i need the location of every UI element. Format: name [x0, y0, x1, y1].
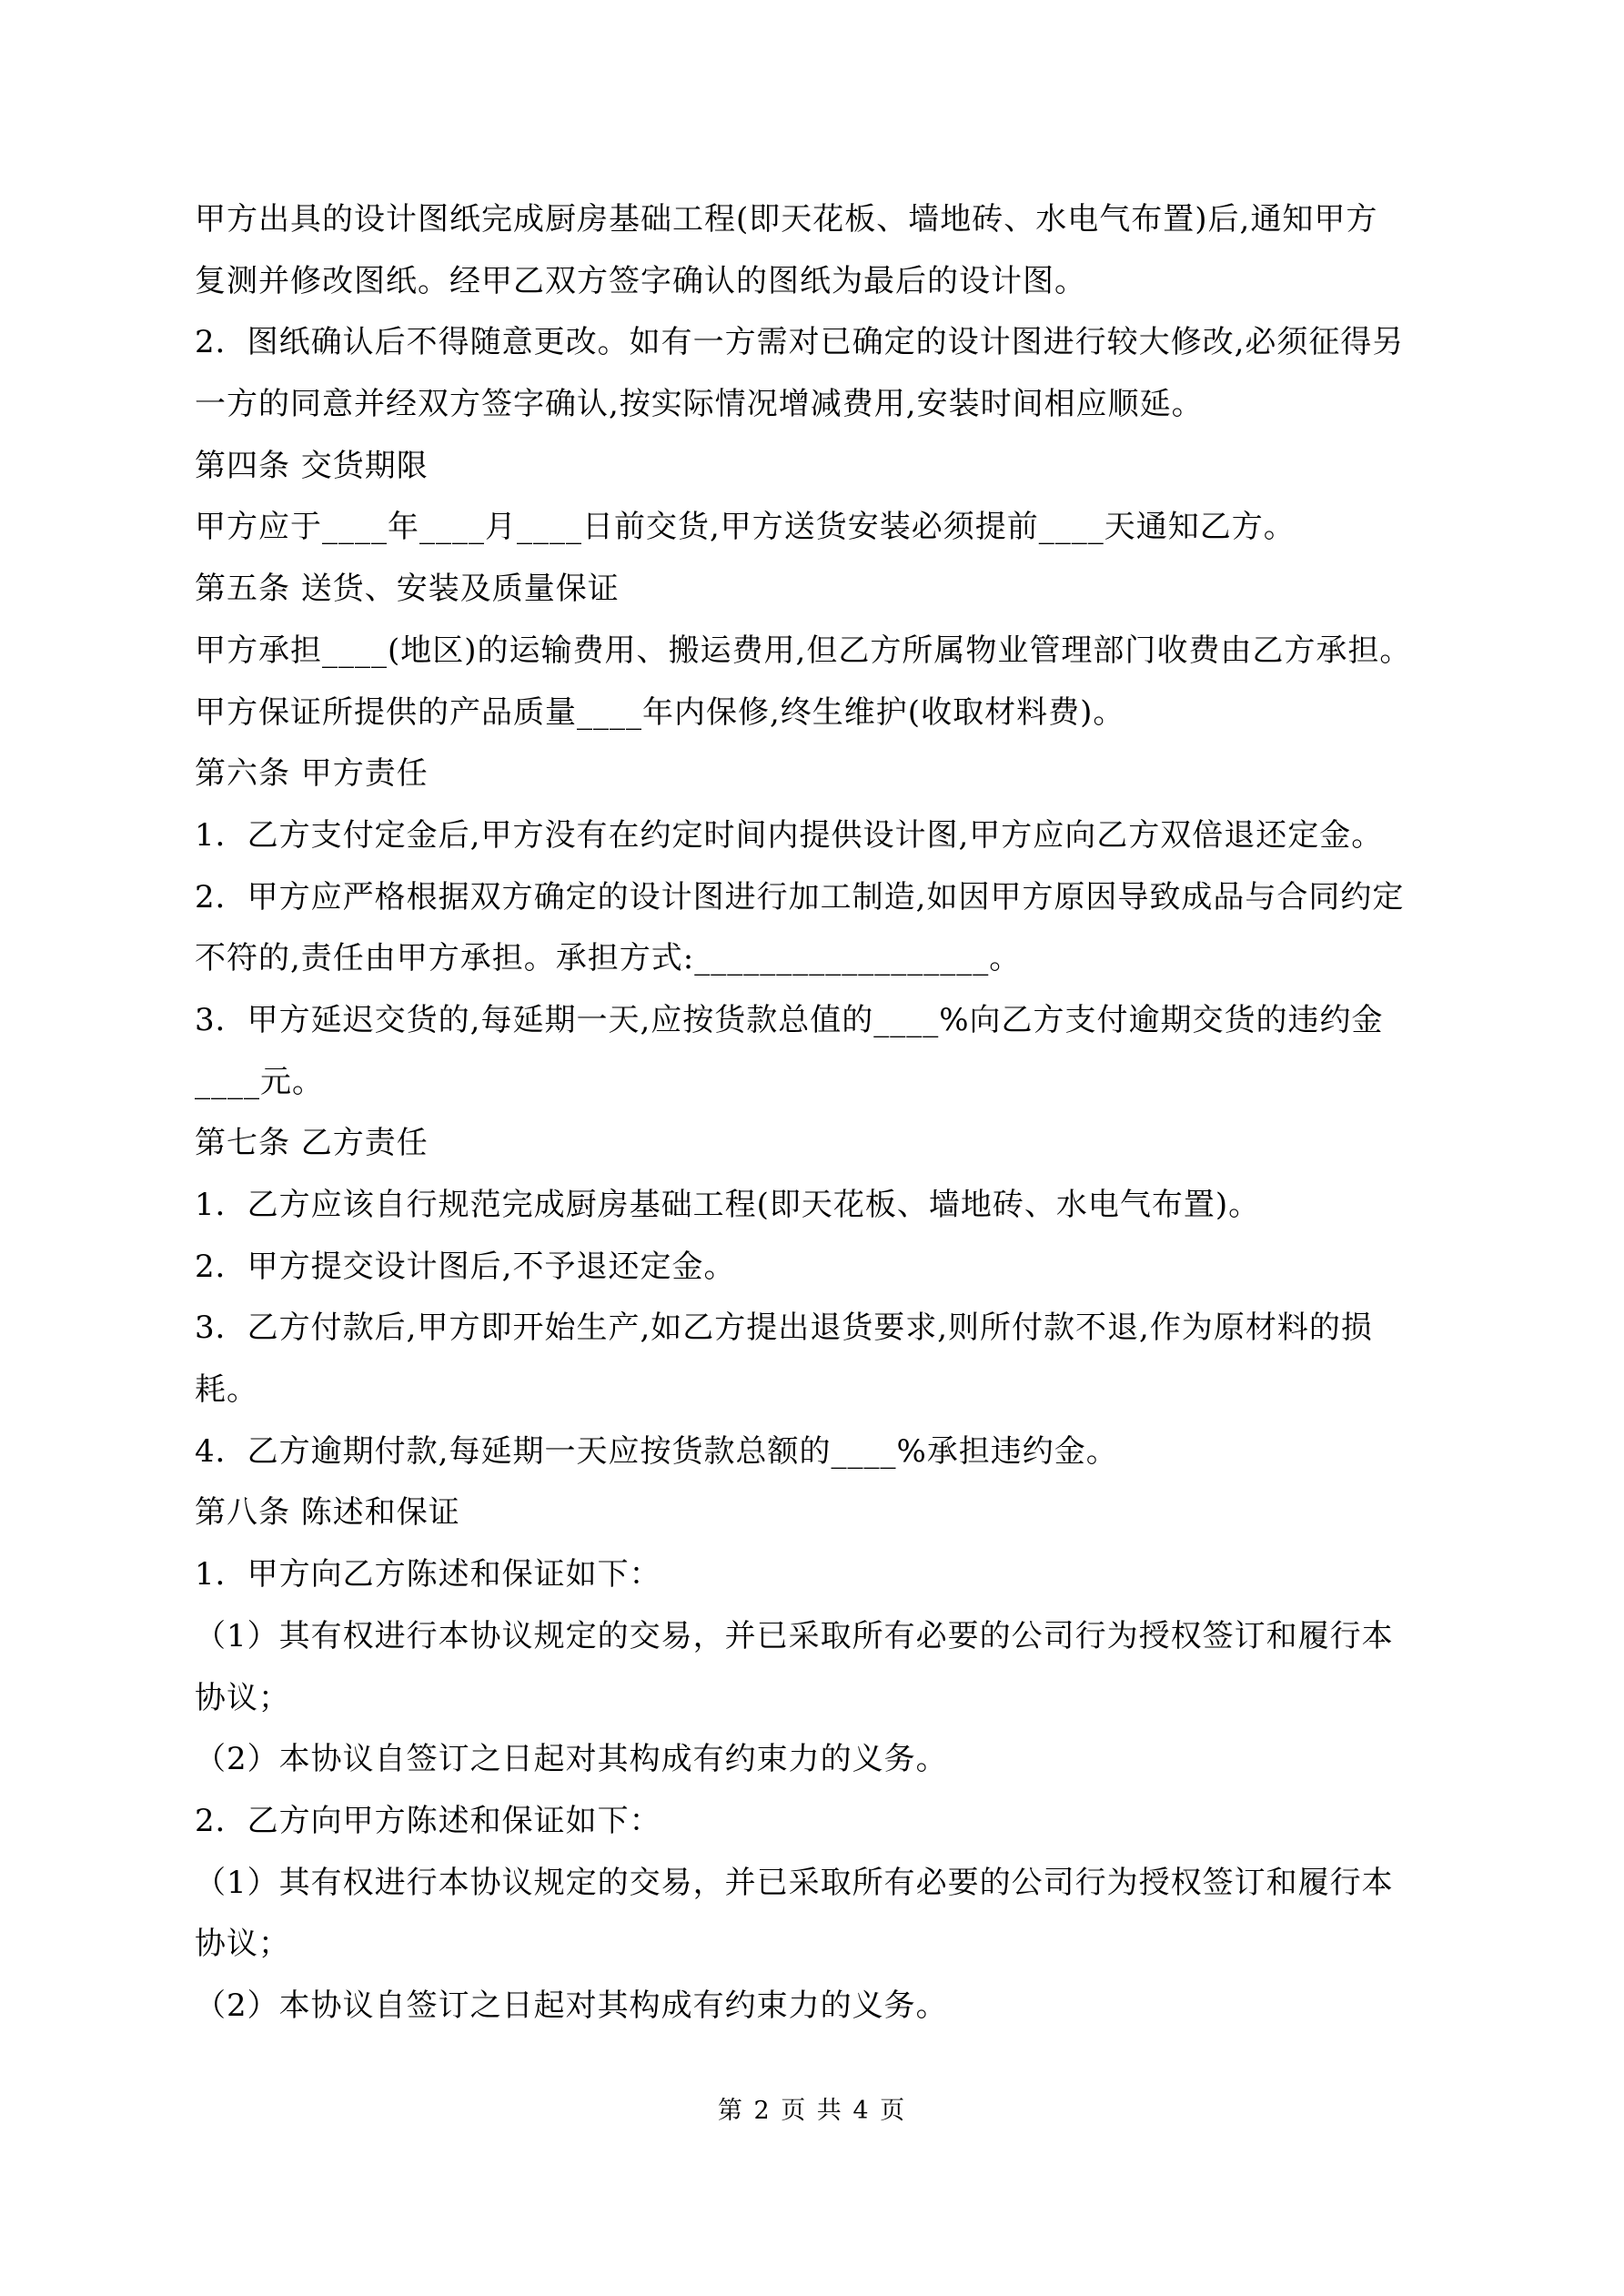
text-line: 协议； — [195, 1679, 290, 1716]
document-body — [195, 189, 1459, 2038]
text-line: 3．乙方付款后,甲方即开始生产,如乙方提出退货要求,则所付款不退,作为原材料的损 — [195, 1310, 1373, 1347]
text-line: （2）本协议自签订之日起对其构成有约束力的义务。 — [195, 1741, 948, 1778]
text-line: 2．图纸确认后不得随意更改。如有一方需对已确定的设计图进行较大修改,必须征得另 — [195, 324, 1405, 361]
section-heading: 第五条 送货、安装及质量保证 — [195, 571, 620, 608]
text-line: 1．乙方应该自行规范完成厨房基础工程(即天花板、墙地砖、水电气布置)。 — [195, 1187, 1261, 1223]
text-line: 一方的同意并经双方签字确认,按实际情况增减费用,安装时间相应顺延。 — [195, 386, 1204, 423]
text-line: 1．乙方支付定金后,甲方没有在约定时间内提供设计图,甲方应向乙方双倍退还定金。 — [195, 816, 1384, 854]
text-line: 甲方承担____(地区)的运输费用、搬运费用,但乙方所属物业管理部门收费由乙方承担。 — [195, 632, 1412, 669]
text-line: 甲方保证所提供的产品质量____年内保修,终生维护(收取材料费)。 — [195, 693, 1125, 731]
page-number-footer: 第 2 页 共 4 页 — [717, 2097, 907, 2125]
text-line: 复测并修改图纸。经甲乙双方签字确认的图纸为最后的设计图。 — [195, 262, 1086, 299]
text-line: 耗。 — [195, 1371, 258, 1409]
section-heading: 第八条 陈述和保证 — [195, 1494, 460, 1532]
text-line: 3．甲方延迟交货的,每延期一天,应按货款总值的____%向乙方支付逾期交货的违约金 — [195, 1001, 1384, 1038]
section-heading: 第六条 甲方责任 — [195, 755, 429, 793]
text-line: 2．甲方应严格根据双方确定的设计图进行加工制造,如因甲方原因导致成品与合同约定 — [195, 878, 1405, 915]
text-line: （2）本协议自签订之日起对其构成有约束力的义务。 — [195, 1987, 948, 2024]
section-heading: 第四条 交货期限 — [195, 447, 429, 484]
text-line: 1．甲方向乙方陈述和保证如下： — [195, 1556, 661, 1593]
text-line: 甲方应于____年____月____日前交货,甲方送货安装必须提前____天通知乙方。 — [195, 509, 1296, 546]
text-line: ____元。 — [195, 1063, 324, 1100]
section-heading: 第七条 乙方责任 — [195, 1125, 429, 1162]
text-line: 不符的,责任由甲方承担。承担方式:__________________。 — [195, 940, 1022, 977]
text-line: （1）其有权进行本协议规定的交易，并已采取所有必要的公司行为授权签订和履行本 — [195, 1617, 1394, 1654]
text-line: 2．乙方向甲方陈述和保证如下： — [195, 1802, 661, 1839]
text-line: 2．甲方提交设计图后,不予退还定金。 — [195, 1248, 736, 1285]
text-line: （1）其有权进行本协议规定的交易，并已采取所有必要的公司行为授权签订和履行本 — [195, 1864, 1394, 1901]
text-line: 4．乙方逾期付款,每延期一天应按货款总额的____%承担违约金。 — [195, 1432, 1118, 1470]
text-line: 协议； — [195, 1926, 290, 1963]
text-line: 甲方出具的设计图纸完成厨房基础工程(即天花板、墙地砖、水电气布置)后,通知甲方 — [195, 201, 1378, 238]
